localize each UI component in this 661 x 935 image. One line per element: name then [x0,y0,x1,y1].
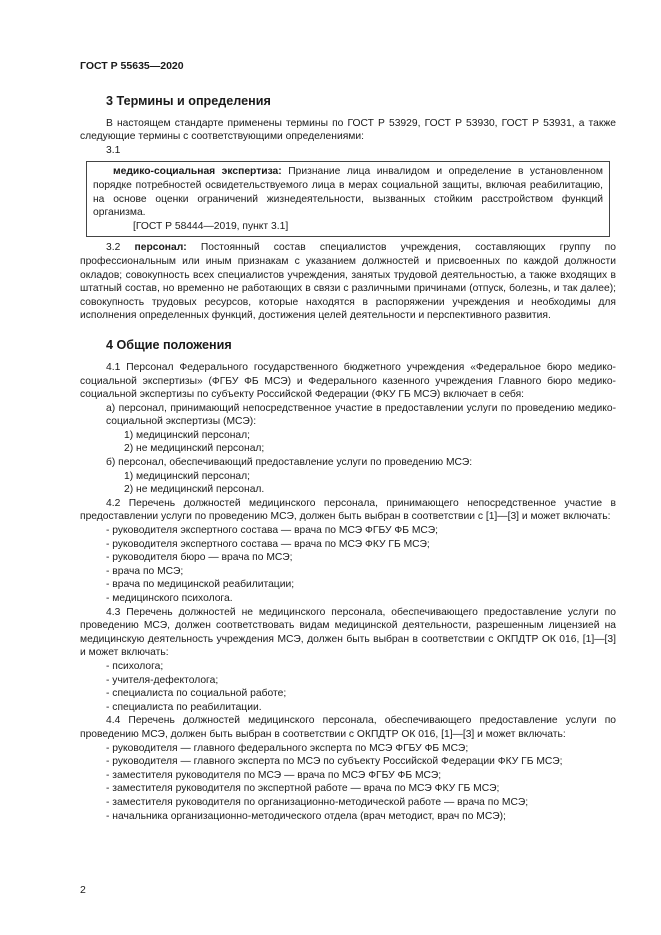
list-item: - специалиста по социальной работе; [106,688,287,700]
term-3-2-term: персонал: [134,242,187,254]
clause-4-1-a: а) персонал, принимающий непосредственное участие в предоставлении услуги по проведению медико-социальной экспертизы (МСЭ): [106,402,616,428]
term-3-2-number: 3.2 [106,242,121,254]
term-3-1-number: 3.1 [106,144,121,156]
list-item: - психолога; [106,660,164,672]
section-4-title: 4 Общие положения [106,337,232,352]
term-3-2-paragraph [80,241,616,323]
list-item: - руководителя бюро — врача по МСЭ; [106,552,293,564]
list-item: - учителя-дефектолога; [106,674,219,686]
section-3-title: 3 Термины и определения [106,93,271,108]
term-3-1-box [86,161,610,237]
term-3-1-term: медико-социальная экспертиза: [113,166,282,178]
term-3-1-paragraph [93,165,603,219]
list-item: - руководителя — главного эксперта по МСЭ по субъекту Российской Федерации ФКУ ГБ МСЭ; [106,756,563,768]
clause-4-1-b-2: 2) не медицинский персонал. [124,484,265,496]
page-number: 2 [80,884,86,896]
list-item: - заместителя руководителя по организационно-методической работе — врача по МСЭ; [106,796,529,808]
list-item: - заместителя руководителя по МСЭ — врача по МСЭ ФГБУ ФБ МСЭ; [106,769,442,781]
clause-4-4: 4.4 Перечень должностей медицинского персонала, обеспечивающего предоставление услуги по проведению МСЭ, должен быть выбран в соответствии с ОКПДТР ОК 016, [1]—[3] и может включать: [80,715,616,740]
list-item: - руководителя — главного федерального эксперта по МСЭ ФГБУ ФБ МСЭ; [106,742,469,754]
clause-4-1-a-2: 2) не медицинский персонал; [124,443,265,455]
list-item: - врача по МСЭ; [106,565,184,577]
list-item: - руководителя экспертного состава — врача по МСЭ ФГБУ ФБ МСЭ; [106,525,438,537]
clause-4-1-b: б) персонал, обеспечивающий предоставление услуги по проведению МСЭ: [106,457,473,469]
term-3-1-source: [ГОСТ Р 58444—2019, пункт 3.1] [133,220,289,232]
list-item: - медицинского психолога. [106,593,233,604]
list-item: - руководителя экспертного состава — врача по МСЭ ФКУ ГБ МСЭ; [106,538,430,550]
clause-4-2: 4.2 Перечень должностей медицинского персонала, принимающего непосредственное участие в предоставлении услуги по проведению МСЭ, должен быть выбран в соответствии с [1]—[3] и может включать: [80,497,616,523]
term-3-1-definition: Признание лица инвалидом и определение в установленном порядке потребностей освидетельствуемого лица в мерах социальной защиты, включая реабилитацию, на основе оценки ограничений жизнедеятельности, вызванных стойким расстройством функций организма. [93,166,603,219]
clause-4-1-a-1: 1) медицинский персонал; [124,429,251,441]
term-3-2-definition: Постоянный состав специалистов учреждения, составляющих группу по профессиональным или иным признакам с указанием должностей и присвоенных по каждой должности окладов; совокупность всех специалистов учреждения, занятых трудовой деятельностью, а также входящих в штатный состав, но временно не работающих в связи с различными причинами (отпуск, болезнь, и так далее); совокупность трудовых ресурсов, которые находятся в распоряжении учреждения и необходимы для исполнения определенных функций, достижения целей деятельности и перспективного развития. [80,242,616,322]
list-item: - заместителя руководителя по экспертной работе — врача по МСЭ ФКУ ГБ МСЭ; [106,783,500,795]
clause-4-1-b-1: 1) медицинский персонал; [124,470,251,482]
document-page [80,60,616,823]
list-item: - врача по медицинской реабилитации; [106,579,295,591]
list-item: - специалиста по реабилитации. [106,701,262,713]
section-3-intro: В настоящем стандарте применены термины по ГОСТ Р 53929, ГОСТ Р 53930, ГОСТ Р 53931, а также следующие термины с соответствующими определениями: [80,117,616,143]
document-header: ГОСТ Р 55635—2020 [80,60,184,72]
list-item: - начальника организационно-методического отдела (врач методист, врач по МСЭ); [106,810,506,822]
clause-4-3: 4.3 Перечень должностей не медицинского персонала, обеспечивающего предоставление услуги по проведению МСЭ, должен соответствовать видам медицинской деятельности, разрешенным лицензией на медицинскую деятельность учреждения МСЭ, должен быть выбран в соответствии с ОКПДТР ОК 016, [1]—[3] и может включать: [80,606,616,659]
clause-4-1: 4.1 Персонал Федерального государственного бюджетного учреждения «Федеральное бюро медико-социальной экспертизы» (ФГБУ ФБ МСЭ) и Федерального казенного учреждения Главного бюро медико-социальной экспертизы по субъекту Российской Федерации (ФКУ ГБ МСЭ) включает в себя: [80,361,616,401]
